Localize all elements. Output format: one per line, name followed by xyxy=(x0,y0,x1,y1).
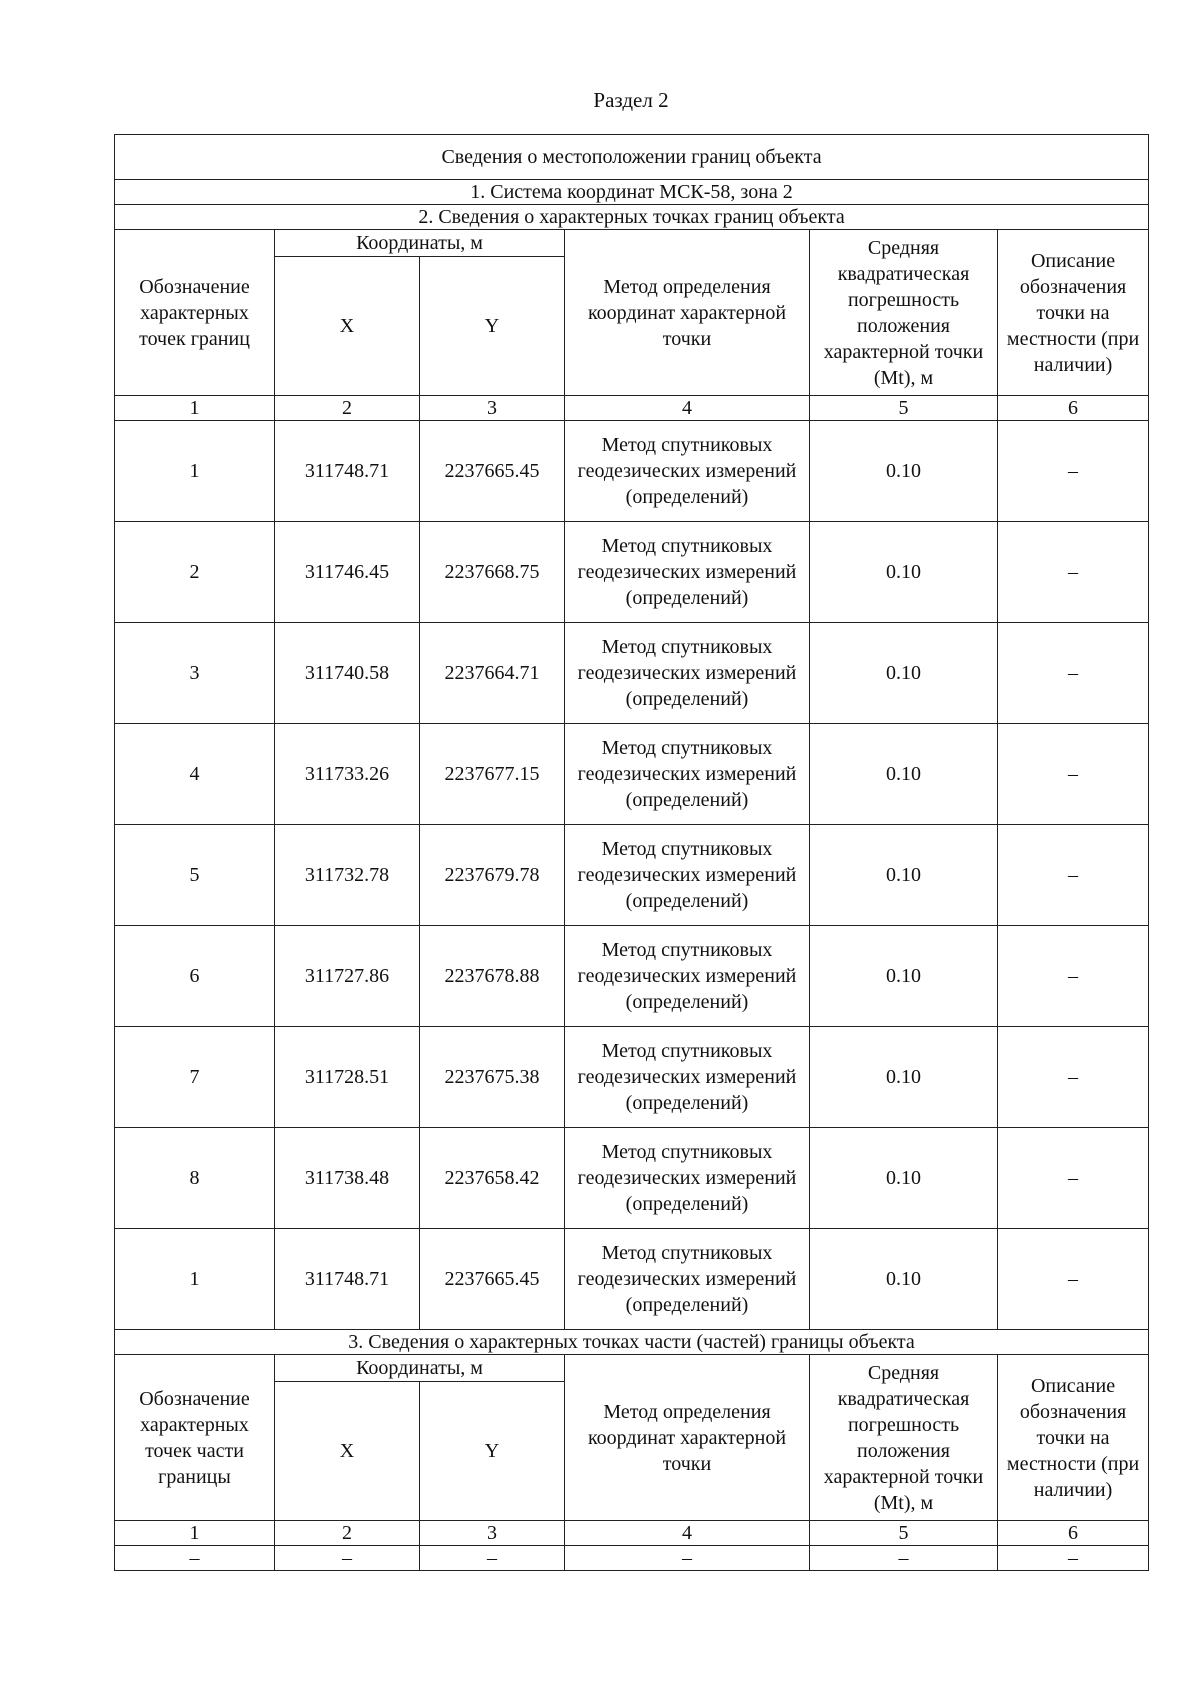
point-x: 311732.78 xyxy=(275,825,420,926)
col-number: 1 xyxy=(115,1521,275,1546)
table-row xyxy=(115,522,1149,623)
point-x: 311748.71 xyxy=(275,1229,420,1330)
point-method: Метод спутниковых геодезических измерений (определений) xyxy=(565,623,810,724)
point-y: 2237668.75 xyxy=(420,522,565,623)
point-error: 0.10 xyxy=(810,1027,998,1128)
point-id: 6 xyxy=(115,926,275,1027)
col-number: 3 xyxy=(420,1521,565,1546)
point-description: – xyxy=(998,623,1149,724)
section-title: Раздел 2 xyxy=(593,88,669,112)
empty-cell: – xyxy=(275,1546,420,1571)
point-description: – xyxy=(998,1027,1149,1128)
empty-cell: – xyxy=(998,1546,1149,1571)
point-error: 0.10 xyxy=(810,1128,998,1229)
point-error: 0.10 xyxy=(810,522,998,623)
point-method: Метод спутниковых геодезических измерений (определений) xyxy=(565,825,810,926)
point-x: 311740.58 xyxy=(275,623,420,724)
point-description: – xyxy=(998,926,1149,1027)
point-error: 0.10 xyxy=(810,926,998,1027)
point-id: 7 xyxy=(115,1027,275,1128)
point-y: 2237664.71 xyxy=(420,623,565,724)
part3-title: 3. Сведения о характерных точках части (частей) границы объекта xyxy=(115,1330,1149,1355)
header-error xyxy=(810,230,998,396)
point-method: Метод спутниковых геодезических измерений (определений) xyxy=(565,421,810,522)
point-y: 2237665.45 xyxy=(420,1229,565,1330)
point-x: 311746.45 xyxy=(275,522,420,623)
col-number: 6 xyxy=(998,1521,1149,1546)
empty-cell: – xyxy=(565,1546,810,1571)
point-method: Метод спутниковых геодезических измерений (определений) xyxy=(565,522,810,623)
col-number: 5 xyxy=(810,396,998,421)
point-y: 2237675.38 xyxy=(420,1027,565,1128)
col-number: 6 xyxy=(998,396,1149,421)
empty-cell: – xyxy=(420,1546,565,1571)
header-description: Описание обозначения точки на местности (при наличии) xyxy=(998,230,1149,396)
point-description: – xyxy=(998,1128,1149,1229)
point-description: – xyxy=(998,421,1149,522)
point-error: 0.10 xyxy=(810,623,998,724)
table-row xyxy=(115,1229,1149,1330)
table-row xyxy=(115,421,1149,522)
point-id: 8 xyxy=(115,1128,275,1229)
part3-column-numbers xyxy=(115,1521,1149,1546)
part3-header-method: Метод определения координат характерной точки xyxy=(565,1355,810,1521)
point-description: – xyxy=(998,724,1149,825)
part3-header-error: Средняя квадратическая погрешность положения характерной точки (Mt), м xyxy=(810,1355,998,1521)
table-row xyxy=(115,724,1149,825)
part2-title: 2. Сведения о характерных точках границ объекта xyxy=(115,205,1149,230)
part3-header-x: X xyxy=(275,1382,420,1521)
point-method: Метод спутниковых геодезических измерений (определений) xyxy=(565,724,810,825)
part3-empty-row xyxy=(115,1546,1149,1571)
point-error: 0.10 xyxy=(810,1229,998,1330)
point-x: 311738.48 xyxy=(275,1128,420,1229)
point-x: 311727.86 xyxy=(275,926,420,1027)
point-id: 1 xyxy=(115,421,275,522)
part3-header-y: Y xyxy=(420,1382,565,1521)
table-row xyxy=(115,1027,1149,1128)
point-id: 2 xyxy=(115,522,275,623)
point-x: 311733.26 xyxy=(275,724,420,825)
point-y: 2237678.88 xyxy=(420,926,565,1027)
point-id: 4 xyxy=(115,724,275,825)
point-description: – xyxy=(998,522,1149,623)
table-row xyxy=(115,926,1149,1027)
point-y: 2237658.42 xyxy=(420,1128,565,1229)
column-numbers xyxy=(115,396,1149,421)
point-x: 311748.71 xyxy=(275,421,420,522)
point-id: 5 xyxy=(115,825,275,926)
col-number: 3 xyxy=(420,396,565,421)
point-method: Метод спутниковых геодезических измерений (определений) xyxy=(565,1229,810,1330)
points-body xyxy=(115,421,1149,1330)
point-error: 0.10 xyxy=(810,825,998,926)
part3-header-designation: Обозначение характерных точек части границы xyxy=(115,1355,275,1521)
point-description: – xyxy=(998,1229,1149,1330)
point-y: 2237665.45 xyxy=(420,421,565,522)
point-method: Метод спутниковых геодезических измерений (определений) xyxy=(565,1027,810,1128)
header-method: Метод определения координат характерной точки xyxy=(565,230,810,396)
point-x: 311728.51 xyxy=(275,1027,420,1128)
col-number: 2 xyxy=(275,396,420,421)
table-row xyxy=(115,825,1149,926)
point-error: 0.10 xyxy=(810,724,998,825)
point-y: 2237677.15 xyxy=(420,724,565,825)
part3-header-description: Описание обозначения точки на местности (при наличии) xyxy=(998,1355,1149,1521)
header-y: Y xyxy=(420,257,565,396)
point-error: 0.10 xyxy=(810,421,998,522)
part3-header-coords: Координаты, м xyxy=(275,1355,565,1382)
point-y: 2237679.78 xyxy=(420,825,565,926)
header-x: X xyxy=(275,257,420,396)
empty-cell: – xyxy=(810,1546,998,1571)
header-designation: Обозначение характерных точек границ xyxy=(115,230,275,396)
point-id: 1 xyxy=(115,1229,275,1330)
col-number: 4 xyxy=(565,1521,810,1546)
col-number: 5 xyxy=(810,1521,998,1546)
table-caption: Сведения о местоположении границ объекта xyxy=(115,135,1149,180)
point-method: Метод спутниковых геодезических измерений (определений) xyxy=(565,926,810,1027)
point-id: 3 xyxy=(115,623,275,724)
header-error-label: Средняя квадратическая погрешность положения характерной точки (Mt), м xyxy=(823,236,984,389)
header-coords: Координаты, м xyxy=(275,230,565,257)
col-number: 2 xyxy=(275,1521,420,1546)
coord-system: 1. Система координат МСК-58, зона 2 xyxy=(115,180,1149,205)
point-method: Метод спутниковых геодезических измерений (определений) xyxy=(565,1128,810,1229)
table-row xyxy=(115,1128,1149,1229)
empty-cell: – xyxy=(115,1546,275,1571)
col-number: 1 xyxy=(115,396,275,421)
table-row xyxy=(115,623,1149,724)
point-description: – xyxy=(998,825,1149,926)
boundary-table xyxy=(114,134,1149,1571)
col-number: 4 xyxy=(565,396,810,421)
